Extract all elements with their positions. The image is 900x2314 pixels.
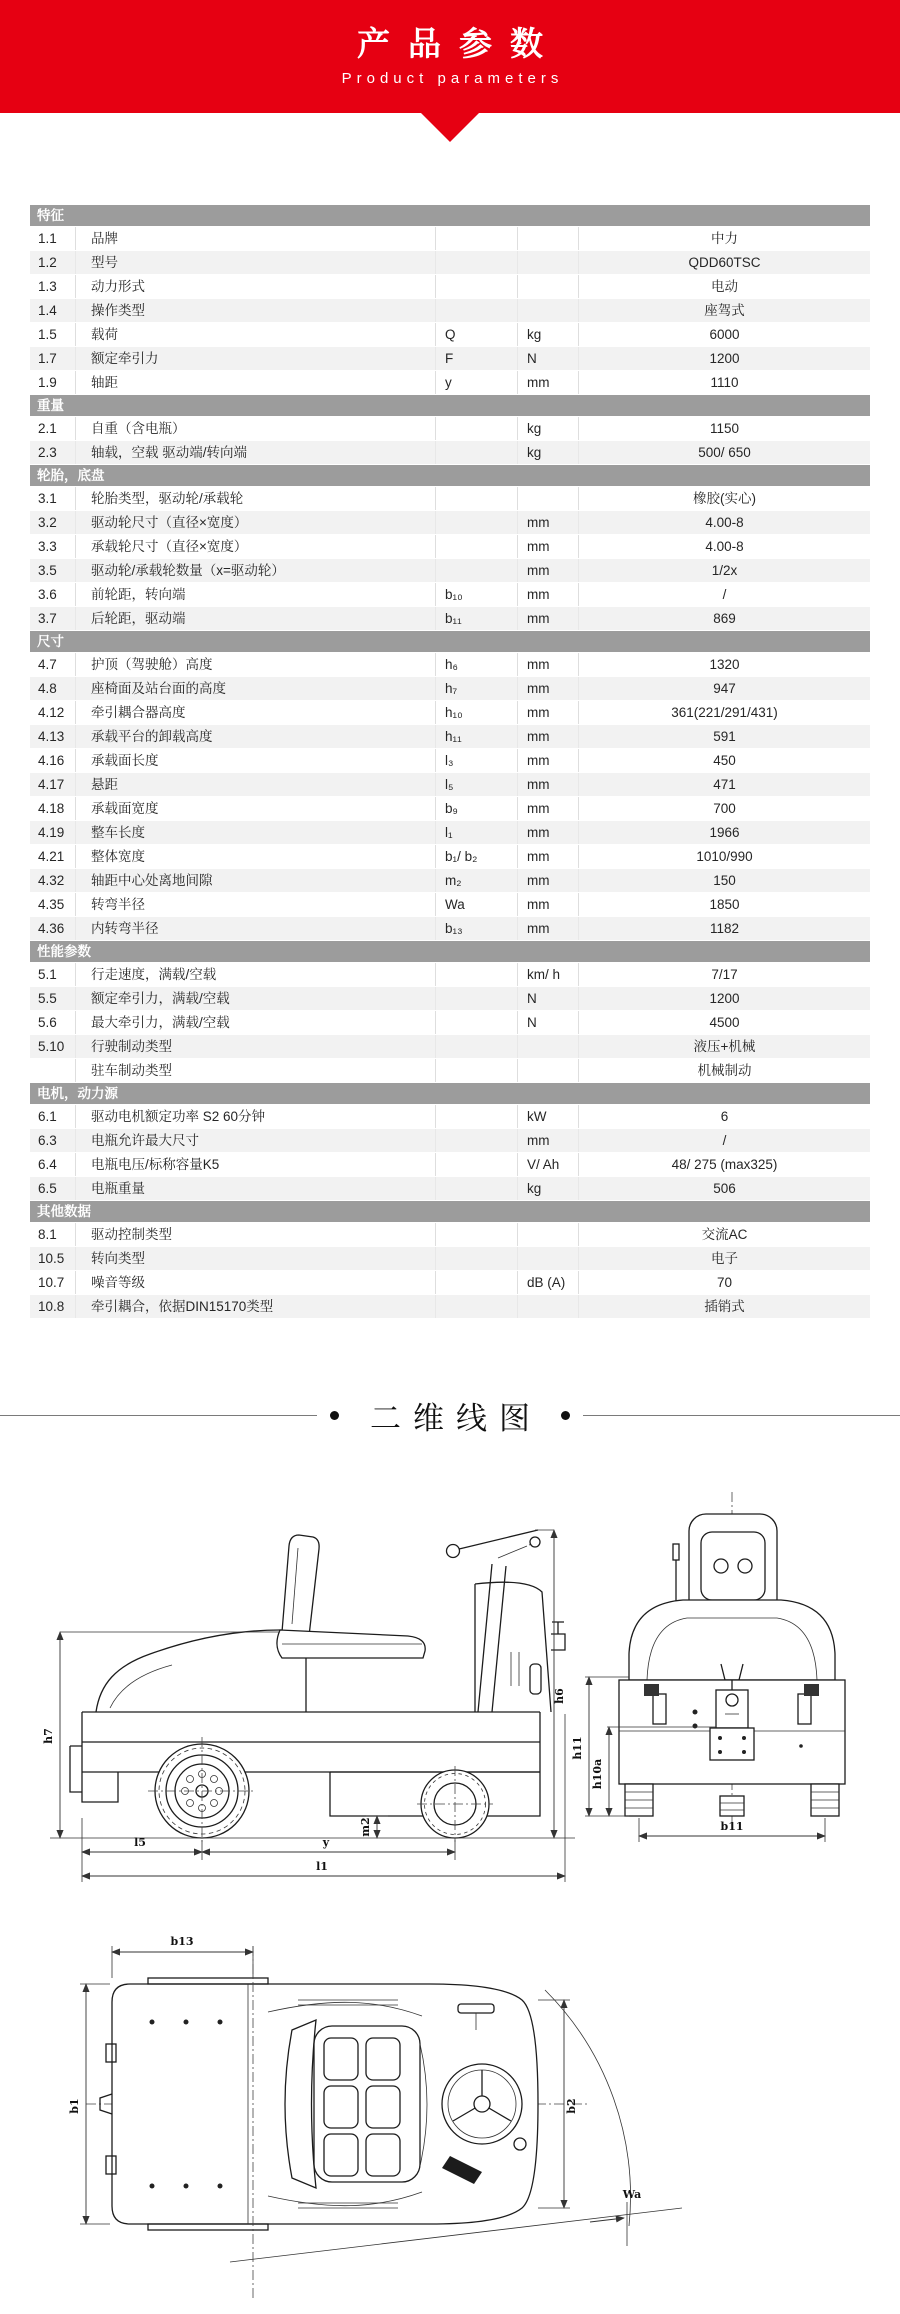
rear-coupling <box>710 1680 754 1760</box>
row-no: 3.3 <box>38 539 57 554</box>
row-value: 中力 <box>578 227 870 250</box>
row-symbol <box>435 1105 517 1128</box>
row-value: 6 <box>578 1105 870 1128</box>
row-unit: mm <box>517 893 578 916</box>
row-no: 4.19 <box>38 825 65 840</box>
row-value: 液压+机械 <box>578 1035 870 1058</box>
row-value: QDD60TSC <box>578 251 870 274</box>
divider-dot-right <box>561 1411 570 1420</box>
section-header: 尺寸 <box>30 631 870 653</box>
row-unit: mm <box>517 511 578 534</box>
row-label: 噪音等级 <box>75 1271 435 1294</box>
row-value: 1/2x <box>578 559 870 582</box>
table-row <box>30 893 870 917</box>
table-row <box>30 299 870 323</box>
table-row <box>30 417 870 441</box>
row-symbol: l₃ <box>435 749 517 772</box>
row-label: 最大牵引力，满载/空载 <box>75 1011 435 1034</box>
divider-line-left <box>0 1415 317 1416</box>
row-label: 轮胎类型，驱动轮/承载轮 <box>75 487 435 510</box>
section-header: 电机，动力源 <box>30 1083 870 1105</box>
dim-label-m2: m2 <box>359 1817 372 1837</box>
row-label: 操作类型 <box>75 299 435 322</box>
table-row <box>30 773 870 797</box>
row-symbol <box>435 487 517 510</box>
row-value: 700 <box>578 797 870 820</box>
row-label: 整体宽度 <box>75 845 435 868</box>
spec-table <box>30 205 870 1319</box>
row-symbol <box>435 1247 517 1270</box>
row-unit: kg <box>517 323 578 346</box>
row-symbol <box>435 1129 517 1152</box>
dim-label-h6: h6 <box>553 1688 566 1704</box>
row-symbol <box>435 963 517 986</box>
dim-label-b13: b13 <box>170 1935 194 1948</box>
row-unit <box>517 299 578 322</box>
table-row <box>30 1035 870 1059</box>
row-no: 4.17 <box>38 777 65 792</box>
row-no: 4.16 <box>38 753 65 768</box>
row-label: 驱动轮尺寸（直径×宽度） <box>75 511 435 534</box>
row-symbol <box>435 417 517 440</box>
row-label: 额定牵引力 <box>75 347 435 370</box>
table-row <box>30 323 870 347</box>
row-symbol: b₉ <box>435 797 517 820</box>
table-row <box>30 917 870 941</box>
side-hood <box>96 1630 306 1712</box>
row-label: 承载平台的卸载高度 <box>75 725 435 748</box>
row-value: 506 <box>578 1177 870 1200</box>
table-row <box>30 347 870 371</box>
row-value: 1150 <box>578 417 870 440</box>
table-row <box>30 869 870 893</box>
row-label: 后轮距，驱动端 <box>75 607 435 630</box>
row-unit: mm <box>517 797 578 820</box>
divider-dot-left <box>330 1411 339 1420</box>
row-no: 4.32 <box>38 873 65 888</box>
row-value: 1200 <box>578 987 870 1010</box>
row-symbol: h₆ <box>435 653 517 676</box>
dim-label-h10a: h10a <box>591 1758 604 1790</box>
row-symbol <box>435 535 517 558</box>
table-row <box>30 653 870 677</box>
row-no <box>30 1059 75 1082</box>
row-unit: kW <box>517 1105 578 1128</box>
row-no: 10.8 <box>38 1299 65 1314</box>
row-unit <box>517 1247 578 1270</box>
row-unit <box>517 227 578 250</box>
row-no: 6.3 <box>38 1133 57 1148</box>
row-label: 动力形式 <box>75 275 435 298</box>
dim-label-y: y <box>322 1836 330 1849</box>
row-no: 4.35 <box>38 897 65 912</box>
table-row <box>30 963 870 987</box>
divider-line-right <box>583 1415 900 1416</box>
row-unit <box>517 251 578 274</box>
row-no: 5.6 <box>38 1015 57 1030</box>
row-no: 3.2 <box>38 515 57 530</box>
row-label: 牵引耦合器高度 <box>75 701 435 724</box>
row-symbol: y <box>435 371 517 394</box>
row-no: 1.3 <box>38 279 57 294</box>
row-symbol <box>435 251 517 274</box>
row-symbol: b₁₃ <box>435 917 517 940</box>
side-front-wheel <box>417 1766 493 1842</box>
row-unit: dB (A) <box>517 1271 578 1294</box>
row-label: 行驶制动类型 <box>75 1035 435 1058</box>
row-value: 插销式 <box>578 1295 870 1318</box>
row-no: 3.7 <box>38 611 57 626</box>
row-symbol <box>435 987 517 1010</box>
row-no: 1.5 <box>38 327 57 342</box>
row-value: 7/17 <box>578 963 870 986</box>
row-symbol <box>435 275 517 298</box>
row-unit: mm <box>517 583 578 606</box>
section-header: 特征 <box>30 205 870 227</box>
row-value: 48/ 275 (max325) <box>578 1153 870 1176</box>
table-row <box>30 749 870 773</box>
table-row <box>30 1059 870 1083</box>
table-row <box>30 1011 870 1035</box>
table-row <box>30 1177 870 1201</box>
row-symbol <box>435 227 517 250</box>
table-row <box>30 559 870 583</box>
row-symbol <box>435 1153 517 1176</box>
row-label: 牵引耦合，依据DIN15170类型 <box>75 1295 435 1318</box>
row-no: 6.5 <box>38 1181 57 1196</box>
row-unit <box>517 1059 578 1082</box>
row-value: 450 <box>578 749 870 772</box>
row-no: 8.1 <box>38 1227 57 1242</box>
row-label: 承载面宽度 <box>75 797 435 820</box>
row-value: 947 <box>578 677 870 700</box>
banner-subtitle: Product parameters <box>341 69 564 87</box>
section-header: 重量 <box>30 395 870 417</box>
row-no: 4.8 <box>38 681 57 696</box>
banner-pointer-triangle <box>421 113 479 142</box>
table-row <box>30 845 870 869</box>
rear-view-drawing <box>565 1484 895 1904</box>
row-no: 5.1 <box>38 967 57 982</box>
row-value: 1110 <box>578 371 870 394</box>
row-symbol: h₁₁ <box>435 725 517 748</box>
table-row <box>30 371 870 395</box>
dim-label-h11: h11 <box>571 1736 584 1760</box>
row-unit: mm <box>517 821 578 844</box>
row-symbol <box>435 511 517 534</box>
row-value: / <box>578 583 870 606</box>
row-value: 6000 <box>578 323 870 346</box>
row-no: 6.4 <box>38 1157 57 1172</box>
row-symbol <box>435 441 517 464</box>
row-label: 转向类型 <box>75 1247 435 1270</box>
row-symbol: l₅ <box>435 773 517 796</box>
row-label: 自重（含电瓶） <box>75 417 435 440</box>
row-symbol <box>435 1035 517 1058</box>
side-steering-column <box>447 1530 541 1712</box>
row-label: 承载轮尺寸（直径×宽度） <box>75 535 435 558</box>
section-header: 其他数据 <box>30 1201 870 1223</box>
row-label: 轴距 <box>75 371 435 394</box>
table-row <box>30 725 870 749</box>
row-label: 品牌 <box>75 227 435 250</box>
table-row <box>30 535 870 559</box>
row-label: 整车长度 <box>75 821 435 844</box>
table-row <box>30 821 870 845</box>
row-label: 电瓶重量 <box>75 1177 435 1200</box>
row-symbol: b₁₀ <box>435 583 517 606</box>
row-label: 电瓶电压/标称容量K5 <box>75 1153 435 1176</box>
row-no: 1.2 <box>38 255 57 270</box>
row-unit: mm <box>517 1129 578 1152</box>
row-label: 座椅面及站台面的高度 <box>75 677 435 700</box>
row-value: / <box>578 1129 870 1152</box>
table-row <box>30 1247 870 1271</box>
row-no: 10.7 <box>38 1275 65 1290</box>
row-no: 2.3 <box>38 445 57 460</box>
top-seat <box>285 2020 427 2188</box>
row-symbol: b₁/ b₂ <box>435 845 517 868</box>
row-no: 10.5 <box>38 1251 65 1266</box>
row-unit: mm <box>517 845 578 868</box>
row-unit: mm <box>517 701 578 724</box>
row-unit: mm <box>517 773 578 796</box>
row-label: 内转弯半径 <box>75 917 435 940</box>
row-symbol <box>435 1059 517 1082</box>
row-symbol <box>435 1011 517 1034</box>
row-no: 4.36 <box>38 921 65 936</box>
row-value: 1850 <box>578 893 870 916</box>
row-unit: N <box>517 347 578 370</box>
table-row <box>30 797 870 821</box>
row-unit: mm <box>517 535 578 558</box>
row-unit: mm <box>517 869 578 892</box>
table-row <box>30 227 870 251</box>
row-symbol <box>435 1271 517 1294</box>
row-value: 电动 <box>578 275 870 298</box>
row-value: 1966 <box>578 821 870 844</box>
table-row <box>30 701 870 725</box>
row-unit: mm <box>517 677 578 700</box>
row-value: 4.00-8 <box>578 535 870 558</box>
table-row <box>30 1129 870 1153</box>
row-symbol: h₁₀ <box>435 701 517 724</box>
row-label: 轴载，空载 驱动端/转向端 <box>75 441 435 464</box>
row-symbol <box>435 559 517 582</box>
table-row <box>30 1105 870 1129</box>
row-no: 1.9 <box>38 375 57 390</box>
row-unit: mm <box>517 559 578 582</box>
table-row <box>30 607 870 631</box>
row-no: 4.21 <box>38 849 65 864</box>
row-no: 4.7 <box>38 657 57 672</box>
row-unit: N <box>517 987 578 1010</box>
row-label: 转弯半径 <box>75 893 435 916</box>
row-value: 150 <box>578 869 870 892</box>
table-row <box>30 583 870 607</box>
row-unit <box>517 1035 578 1058</box>
row-value: 4.00-8 <box>578 511 870 534</box>
row-value: 4500 <box>578 1011 870 1034</box>
row-label: 型号 <box>75 251 435 274</box>
product-parameters-banner <box>0 0 900 113</box>
table-row <box>30 677 870 701</box>
row-no: 5.5 <box>38 991 57 1006</box>
row-unit: kg <box>517 441 578 464</box>
dim-label-l1: l1 <box>316 1860 328 1873</box>
table-row <box>30 1153 870 1177</box>
row-unit <box>517 1223 578 1246</box>
row-label: 驱动电机额定功率 S2 60分钟 <box>75 1105 435 1128</box>
row-label: 护顶（驾驶舱）高度 <box>75 653 435 676</box>
row-symbol: b₁₁ <box>435 607 517 630</box>
row-no: 1.1 <box>38 231 57 246</box>
side-view-drawing <box>30 1484 590 1904</box>
dim-label-h7: h7 <box>42 1728 55 1744</box>
row-symbol <box>435 1223 517 1246</box>
row-label: 悬距 <box>75 773 435 796</box>
table-row <box>30 441 870 465</box>
row-symbol: h₇ <box>435 677 517 700</box>
row-value: 361(221/291/431) <box>578 701 870 724</box>
row-unit: mm <box>517 653 578 676</box>
table-row <box>30 1295 870 1319</box>
row-value: 70 <box>578 1271 870 1294</box>
row-no: 2.1 <box>38 421 57 436</box>
row-unit: V/ Ah <box>517 1153 578 1176</box>
row-no: 4.13 <box>38 729 65 744</box>
row-unit: km/ h <box>517 963 578 986</box>
side-seat <box>277 1535 425 1658</box>
top-view-drawing <box>30 1904 690 2314</box>
row-value: 1010/990 <box>578 845 870 868</box>
row-label: 轴距中心处离地间隙 <box>75 869 435 892</box>
row-unit: mm <box>517 607 578 630</box>
row-value: 机械制动 <box>578 1059 870 1082</box>
row-label: 电瓶允许最大尺寸 <box>75 1129 435 1152</box>
row-value: 869 <box>578 607 870 630</box>
row-value: 591 <box>578 725 870 748</box>
row-label: 驱动轮/承载轮数量（x=驱动轮） <box>75 559 435 582</box>
row-unit: mm <box>517 917 578 940</box>
row-value: 橡胶(实心) <box>578 487 870 510</box>
row-no: 5.10 <box>38 1039 65 1054</box>
row-symbol <box>435 299 517 322</box>
row-label: 驻车制动类型 <box>75 1059 435 1082</box>
section-header: 轮胎，底盘 <box>30 465 870 487</box>
row-label: 额定牵引力，满载/空载 <box>75 987 435 1010</box>
table-row <box>30 1271 870 1295</box>
row-symbol <box>435 1295 517 1318</box>
row-unit: mm <box>517 725 578 748</box>
row-symbol: m₂ <box>435 869 517 892</box>
dim-label-wa: Wa <box>622 2188 642 2201</box>
row-value: 471 <box>578 773 870 796</box>
row-no: 1.7 <box>38 351 57 366</box>
row-value: 1200 <box>578 347 870 370</box>
row-no: 3.5 <box>38 563 57 578</box>
row-value: 电子 <box>578 1247 870 1270</box>
row-label: 承载面长度 <box>75 749 435 772</box>
row-unit <box>517 487 578 510</box>
row-symbol <box>435 1177 517 1200</box>
table-row <box>30 487 870 511</box>
row-label: 驱动控制类型 <box>75 1223 435 1246</box>
row-symbol: l₁ <box>435 821 517 844</box>
line-drawing-divider <box>0 1393 900 1437</box>
row-symbol: Wa <box>435 893 517 916</box>
row-label: 载荷 <box>75 323 435 346</box>
row-label: 前轮距，转向端 <box>75 583 435 606</box>
section-header: 性能参数 <box>30 941 870 963</box>
row-symbol: Q <box>435 323 517 346</box>
row-unit <box>517 275 578 298</box>
row-unit: kg <box>517 417 578 440</box>
row-unit: kg <box>517 1177 578 1200</box>
row-value: 1320 <box>578 653 870 676</box>
row-unit: N <box>517 1011 578 1034</box>
row-no: 1.4 <box>38 303 57 318</box>
table-row <box>30 251 870 275</box>
table-row <box>30 275 870 299</box>
dim-label-b11: b11 <box>720 1820 744 1833</box>
dim-label-b2: b2 <box>565 2098 578 2114</box>
row-label: 行走速度，满载/空载 <box>75 963 435 986</box>
row-unit: mm <box>517 749 578 772</box>
technical-drawings <box>0 1484 900 2314</box>
row-unit <box>517 1295 578 1318</box>
row-symbol: F <box>435 347 517 370</box>
table-row <box>30 1223 870 1247</box>
row-value: 座驾式 <box>578 299 870 322</box>
row-value: 500/ 650 <box>578 441 870 464</box>
row-no: 3.1 <box>38 491 57 506</box>
table-row <box>30 511 870 535</box>
row-value: 交流AC <box>578 1223 870 1246</box>
dim-label-b1: b1 <box>68 2098 81 2114</box>
table-row <box>30 987 870 1011</box>
banner-title: 产品参数 <box>357 25 561 63</box>
row-unit: mm <box>517 371 578 394</box>
row-no: 4.18 <box>38 801 65 816</box>
dim-label-l5: l5 <box>134 1836 146 1849</box>
line-drawing-title: 二维线图 <box>370 1400 542 1436</box>
row-no: 3.6 <box>38 587 57 602</box>
row-no: 4.12 <box>38 705 65 720</box>
row-value: 1182 <box>578 917 870 940</box>
row-no: 6.1 <box>38 1109 57 1124</box>
